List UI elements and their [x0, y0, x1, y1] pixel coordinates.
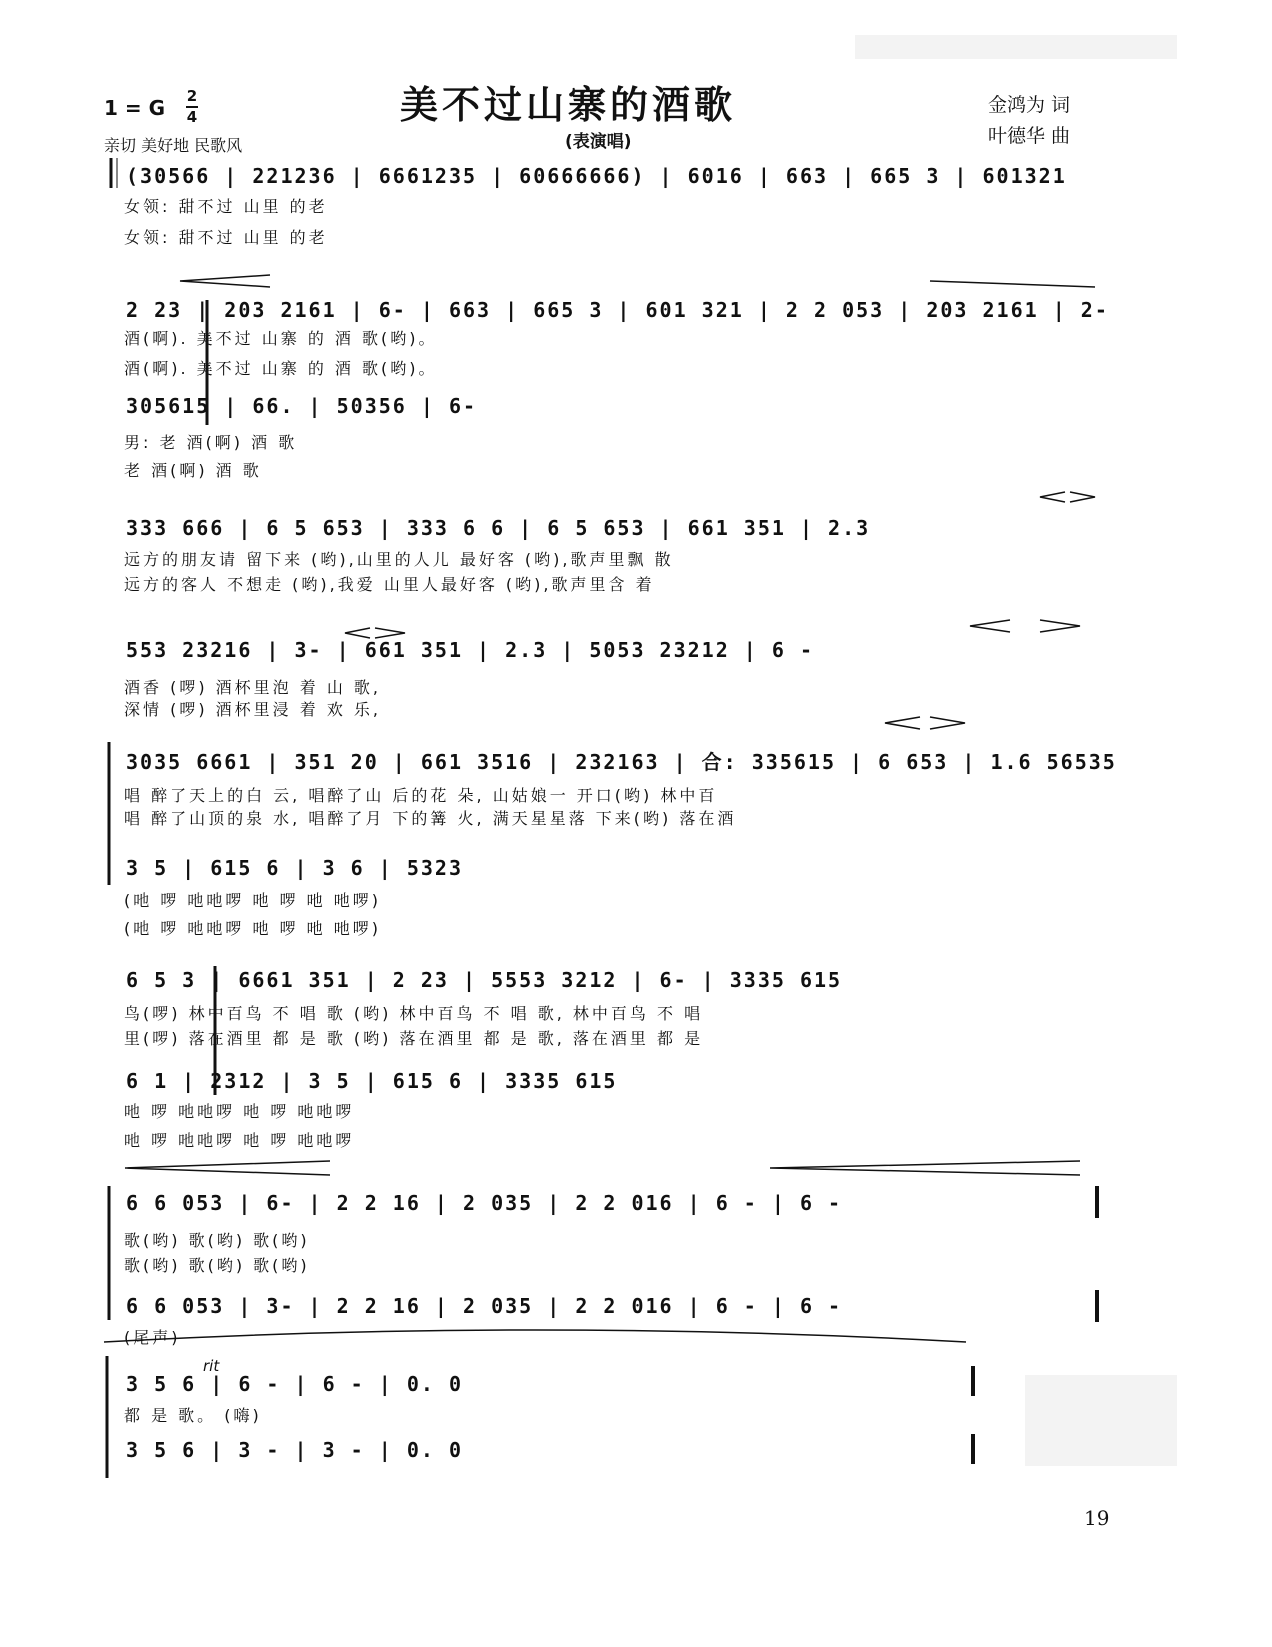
lyric-line: (吔 啰 吔吔啰 吔 啰 吔 吔啰) — [124, 919, 382, 938]
lyric-line: (吔 啰 吔吔啰 吔 啰 吔 吔啰) — [124, 891, 382, 910]
notation-line: 6 6 053 | 3- | 2 2 16 | 2 035 | 2 2 016 | 6 - | 6 - — [126, 1294, 843, 1318]
ritardando-marking: rit — [203, 1357, 220, 1375]
notation-line: 3 5 6 | 3 - | 3 - | 0. 0 — [126, 1438, 463, 1462]
lyric-line: 唱 醉了山顶的泉 水, 唱醉了月 下的篝 火, 满天星星落 下来(哟) 落在酒 — [124, 809, 737, 828]
notation-line: 3035 6661 | 351 20 | 661 3516 | 232163 | 合: 335615 | 6 653 | 1.6 56535 — [126, 750, 1117, 774]
notation-line: 333 666 | 6 5 653 | 333 6 6 | 6 5 653 | 661 351 | 2.3 — [126, 516, 871, 540]
meter-bottom: 4 — [186, 108, 198, 126]
lyric-line: 男: 老 酒(啊) 酒 歌 — [124, 433, 298, 452]
notation-line: 6 6 053 | 6- | 2 2 16 | 2 035 | 2 2 016 | 6 - | 6 - — [126, 1191, 843, 1215]
lyric-line: 远方的客人 不想走 (哟),我爱 山里人最好客 (哟),歌声里含 着 — [124, 575, 655, 594]
lyricist: 金鸿为 词 — [988, 94, 1071, 116]
lyric-line: 唱 醉了天上的白 云, 唱醉了山 后的花 朵, 山姑娘一 开口(哟) 林中百 — [124, 786, 718, 805]
key-signature: 1 = G — [104, 96, 166, 120]
lyric-line: 女领: 甜不过 山里 的老 — [124, 197, 328, 216]
composer: 叶德华 曲 — [988, 125, 1071, 147]
page-number: 19 — [1084, 1506, 1110, 1530]
meter-top: 2 — [186, 87, 198, 105]
lyric-line: 酒香 (啰) 酒杯里泡 着 山 歌, — [124, 678, 382, 697]
tempo-marking: 亲切 美好地 民歌风 — [104, 136, 243, 155]
notation-line: 6 1 | 2312 | 3 5 | 615 6 | 3335 615 — [126, 1069, 618, 1093]
lyric-line: 歌(哟) 歌(哟) 歌(哟) — [124, 1231, 310, 1250]
lyric-line: 都 是 歌。 (嗨) — [124, 1406, 262, 1425]
notation-line: 3 5 | 615 6 | 3 6 | 5323 — [126, 856, 463, 880]
subtitle: (表演唱) — [565, 132, 632, 152]
song-title: 美不过山寨的酒歌 — [400, 83, 737, 127]
notation-line: (30566 | 221236 | 6661235 | 60666666) | 6016 | 663 | 665 3 | 601321 — [126, 164, 1067, 188]
lyric-line: 女领: 甜不过 山里 的老 — [124, 228, 328, 247]
lyric-line: 鸟(啰) 林中百鸟 不 唱 歌 (哟) 林中百鸟 不 唱 歌, 林中百鸟 不 唱 — [124, 1004, 704, 1023]
notation-line: 3 5 6 | 6 - | 6 - | 0. 0 — [126, 1372, 463, 1396]
notation-line: 2 23 | 203 2161 | 6- | 663 | 665 3 | 601 321 | 2 2 053 | 203 2161 | 2- — [126, 298, 1109, 322]
notation-line: 553 23216 | 3- | 661 351 | 2.3 | 5053 23212 | 6 - — [126, 638, 815, 662]
lyric-line: 吔 啰 吔吔啰 吔 啰 吔吔啰 — [124, 1102, 355, 1121]
lyric-line: (尾声) — [124, 1328, 181, 1347]
lyric-line: 老 酒(啊) 酒 歌 — [124, 461, 262, 480]
lyric-line: 深情 (啰) 酒杯里浸 着 欢 乐, — [124, 700, 382, 719]
lyric-line: 里(啰) 落在酒里 都 是 歌 (哟) 落在酒里 都 是 歌, 落在酒里 都 是 — [124, 1029, 704, 1048]
lyric-line: 吔 啰 吔吔啰 吔 啰 吔吔啰 — [124, 1131, 355, 1150]
lyric-line: 远方的朋友请 留下来 (哟),山里的人儿 最好客 (哟),歌声里飘 散 — [124, 550, 674, 569]
notation-line: 305615 | 66. | 50356 | 6- — [126, 394, 478, 418]
lyric-line: 酒(啊). 美不过 山寨 的 酒 歌(哟)。 — [124, 329, 438, 348]
lyric-line: 酒(啊). 美不过 山寨 的 酒 歌(哟)。 — [124, 359, 438, 378]
lyric-line: 歌(哟) 歌(哟) 歌(哟) — [124, 1256, 310, 1275]
notation-line: 6 5 3 | 6661 351 | 2 23 | 5553 3212 | 6- | 3335 615 — [126, 968, 843, 992]
